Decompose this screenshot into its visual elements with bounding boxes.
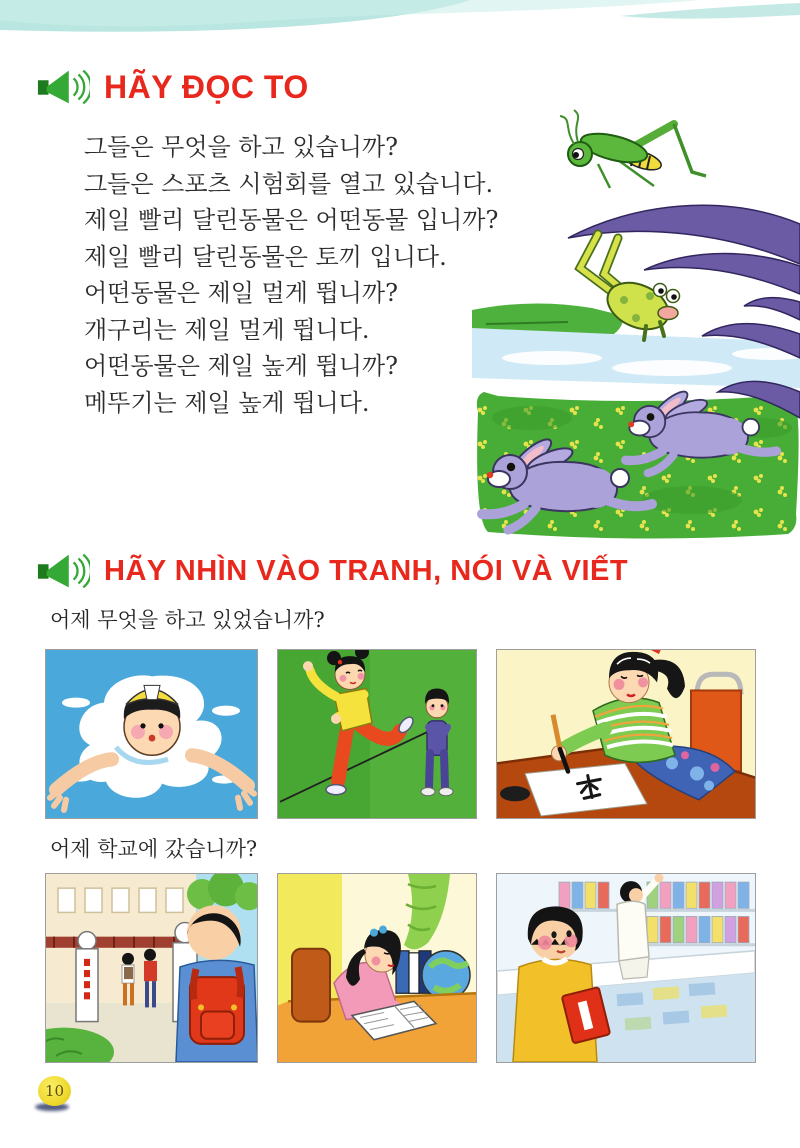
picture-row-2 — [46, 874, 755, 1062]
passage-line: 제일 빨리 달린동물은 어떤동물 입니까? — [84, 206, 499, 234]
passage-line: 메뚜기는 제일 높게 뜁니다. — [84, 388, 370, 417]
section-title-read-aloud: HÃY ĐỌC TO — [104, 68, 309, 105]
speaker-icon — [36, 65, 90, 109]
grasshopper — [560, 110, 706, 188]
page-number-badge: 10 — [38, 1076, 71, 1106]
panel-school-gate — [46, 874, 257, 1062]
passage-line: 개구리는 제일 멀게 뜁니다. — [84, 315, 370, 344]
passage-line: 그들은 무엇을 하고 있습니까? — [84, 133, 398, 161]
panel-jump-rope — [278, 650, 476, 818]
speaker-icon — [36, 549, 90, 593]
section-title-look-speak-write: HÃY NHÌN VÀO TRANH, NÓI VÀ VIẾT — [104, 554, 629, 587]
panel-boy-bookstore — [497, 874, 755, 1062]
panel-girl-reading — [278, 874, 476, 1062]
section-1-header — [36, 64, 309, 110]
section-2-header — [36, 548, 628, 594]
question-went-to-school: 어제 학교에 갔습니까? — [50, 837, 258, 861]
passage-line: 어떤동물은 제일 멀게 뜁니까? — [84, 279, 398, 307]
panel-swimming-boy — [46, 650, 257, 818]
passage-line: 어떤동물은 제일 높게 뜁니까? — [84, 352, 398, 380]
passage-line: 제일 빨리 달린동물은 토끼 입니다. — [84, 242, 447, 271]
picture-row-1 — [46, 650, 755, 818]
passage-line: 그들은 스포츠 시험회를 열고 있습니다. — [84, 169, 494, 198]
question-what-doing-yesterday: 어제 무엇을 하고 있었습니까? — [50, 608, 325, 632]
panel-calligraphy-girl — [497, 650, 755, 818]
illustration-animal-sports-day — [472, 96, 800, 544]
top-decorative-band — [0, 0, 800, 40]
